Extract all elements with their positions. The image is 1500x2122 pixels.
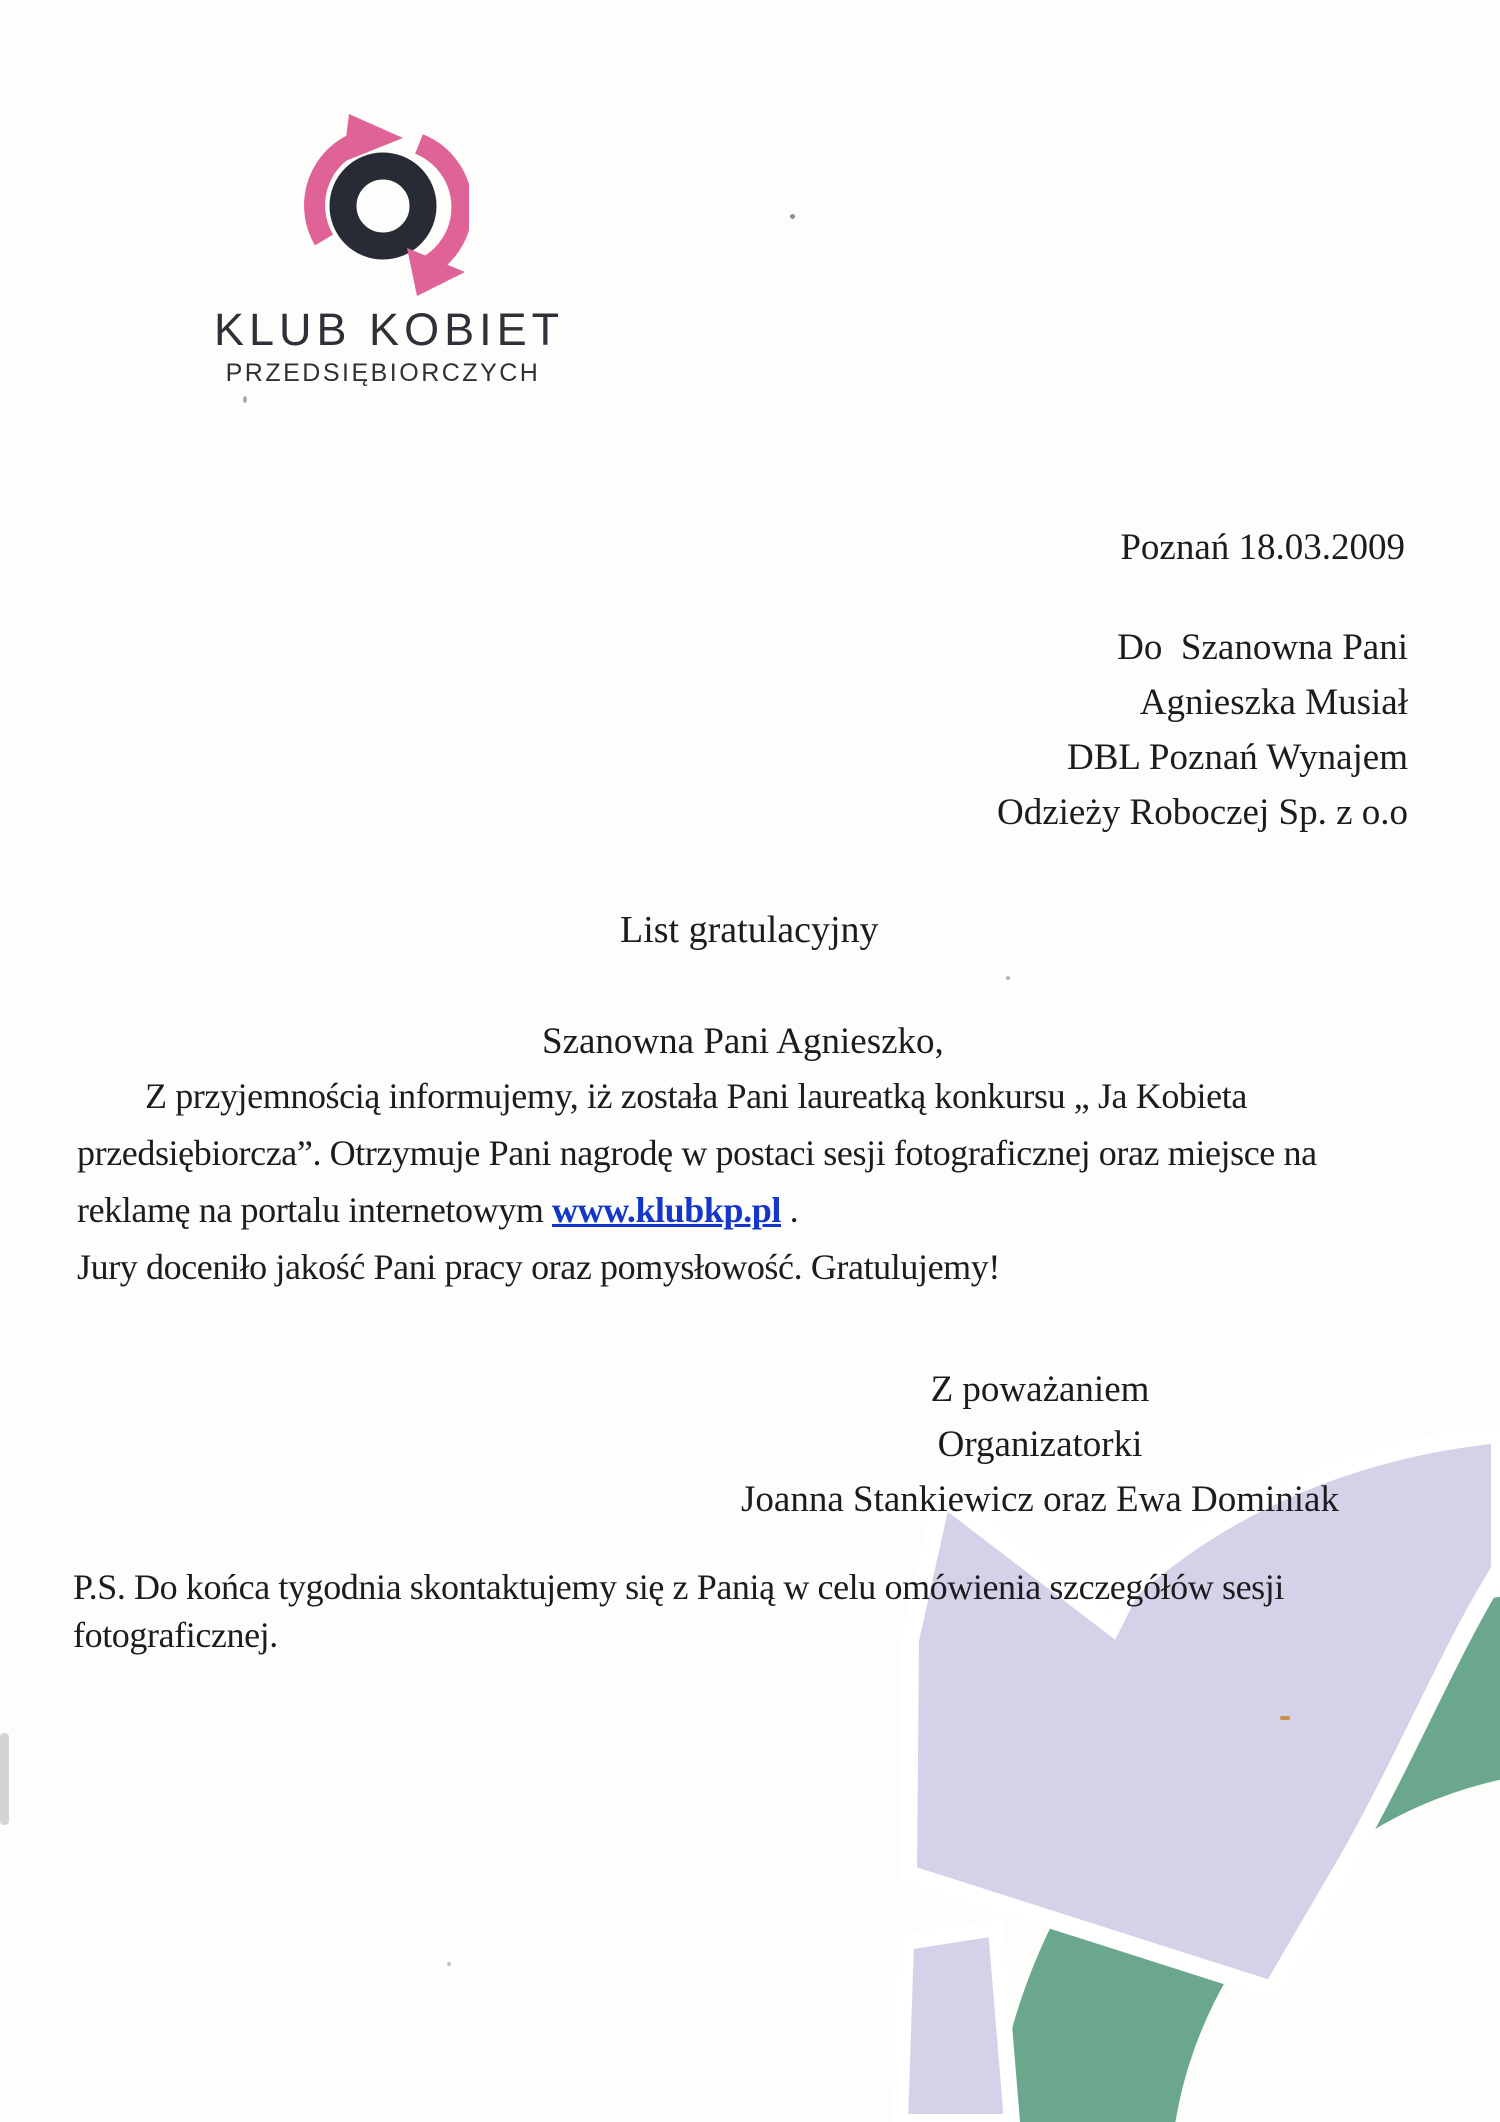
scan-speck-orange [1280, 1716, 1290, 1720]
club-logo [214, 110, 565, 388]
website-link[interactable]: www.klubkp.pl [552, 1190, 781, 1230]
body-line: przedsiębiorcza”. Otrzymuje Pani nagrodę w postaci sesji fotograficznej oraz miejsce na [77, 1133, 1317, 1173]
recipient-line: Do Szanowna Pani [1117, 627, 1408, 668]
ps-line: P.S. Do końca tygodnia skontaktujemy się z Panią w celu omówienia szczegółów sesji [73, 1567, 1284, 1607]
body-line-with-link [77, 1182, 1317, 1239]
body-line: Z przyjemnością informujemy, iż została Pani laureatką konkursu „ Ja Kobieta [145, 1076, 1247, 1116]
scan-speck [1006, 976, 1010, 980]
body-link-prefix: reklamę na portalu internetowym [77, 1190, 553, 1230]
scan-smudge [0, 1733, 9, 1825]
recipient-line: Agnieszka Musiał [1139, 682, 1408, 723]
watermark-arrow-tail [900, 1928, 1012, 2122]
body-line: Jury doceniło jakość Pani pracy oraz pomysłowość. Gratulujemy! [77, 1247, 1000, 1287]
recipient-line: DBL Poznań Wynajem [1067, 737, 1408, 778]
letter-body [77, 1068, 1317, 1296]
closing-line: Z poważaniem [930, 1369, 1150, 1410]
body-link-suffix: . [780, 1190, 799, 1230]
salutation: Szanowna Pani Agnieszko, [542, 1021, 944, 1062]
scan-speck [790, 214, 795, 219]
postscript [73, 1563, 1284, 1659]
watermark-graphic [880, 1430, 1500, 2122]
ps-line: fotograficznej. [73, 1615, 278, 1655]
scan-speck [447, 1962, 451, 1966]
recipient-line: Odzieży Roboczej Sp. z o.o [997, 792, 1408, 833]
scan-speck [243, 396, 247, 403]
letter-title: List gratulacyjny [620, 909, 879, 951]
closing-line: Organizatorki [937, 1424, 1143, 1465]
recipient-block [997, 620, 1408, 840]
club-name-sub: PRZEDSIĘBIORCZYCH [225, 359, 541, 387]
dateline: Poznań 18.03.2009 [1120, 527, 1405, 568]
club-name: KLUB KOBIET [214, 304, 565, 355]
signature-names: Joanna Stankiewicz oraz Ewa Dominiak [741, 1479, 1339, 1520]
closing-block [740, 1362, 1340, 1527]
club-logo-icon [297, 110, 469, 296]
